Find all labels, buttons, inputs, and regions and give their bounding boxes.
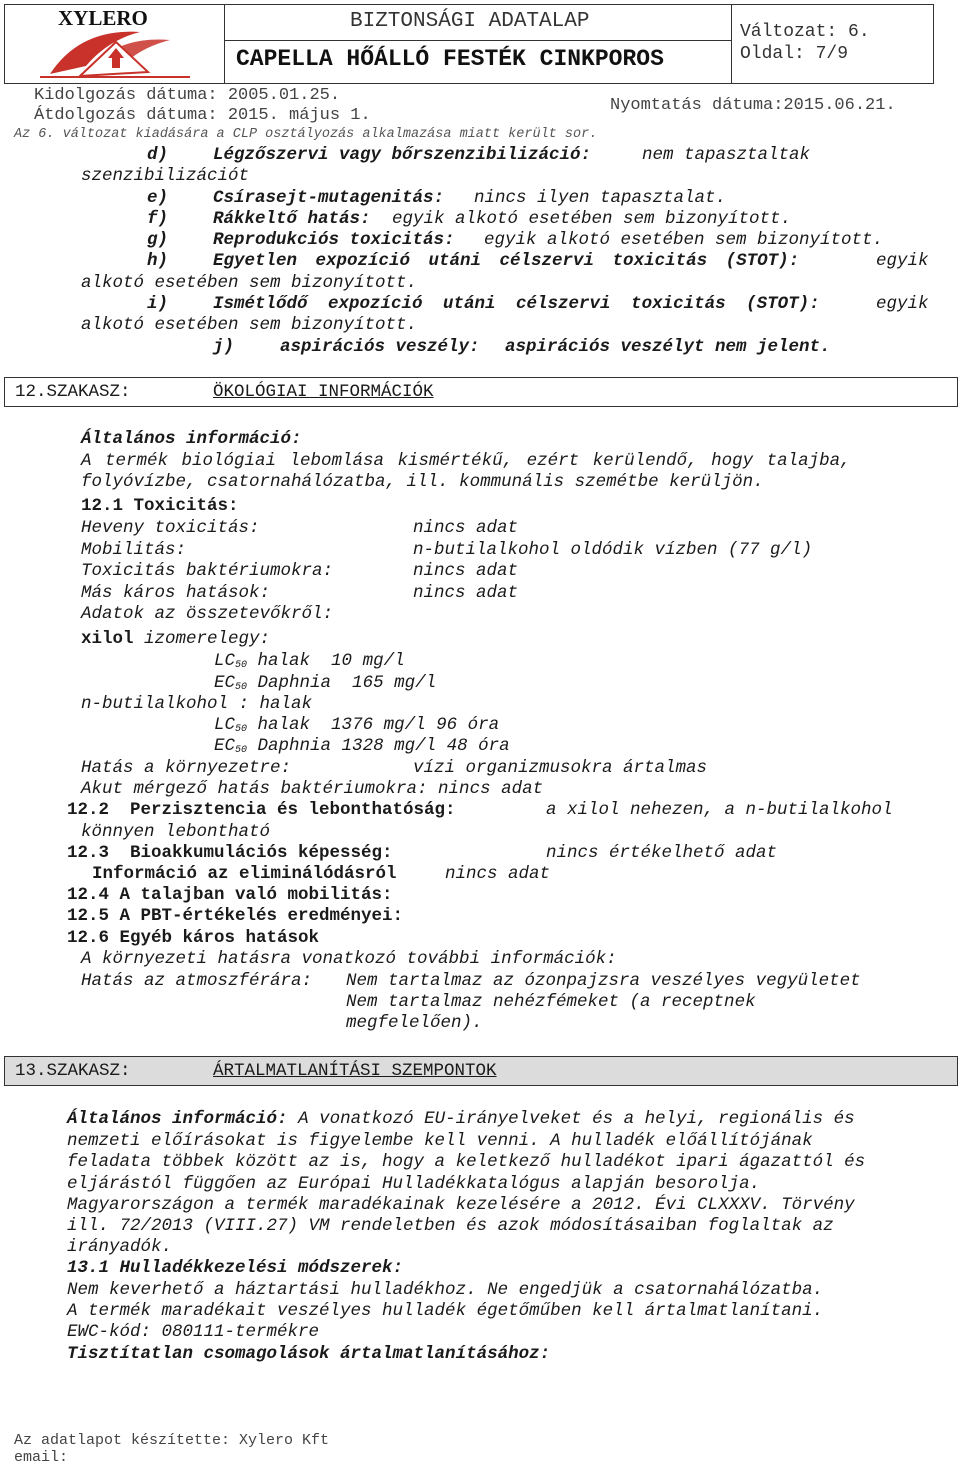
section-number: 12.SZAKASZ: xyxy=(15,382,131,402)
subsection-heading: 12.3 Bioakkumulációs képesség: xyxy=(67,843,393,863)
item-letter: d) xyxy=(147,145,169,165)
subsection-heading: 12.6 Egyéb káros hatások xyxy=(67,928,320,948)
creation-date: Kidolgozás dátuma: 2005.01.25. xyxy=(34,86,341,105)
revision-date: Átdolgozás dátuma: 2015. május 1. xyxy=(34,106,371,125)
subsection-heading: 13.1 Hulladékkezelési módszerek: xyxy=(67,1258,404,1278)
field-value: nincs adat xyxy=(413,518,519,538)
component-name xyxy=(81,629,270,650)
item-text: nem tapasztaltak xyxy=(642,145,811,165)
field-value: nincs adat xyxy=(413,583,519,603)
tox-text: halak 10 mg/l xyxy=(257,651,405,671)
section-12-header xyxy=(4,377,958,407)
section-title: ÁRTALMATLANÍTÁSI SZEMPONTOK xyxy=(213,1061,497,1081)
field-value: nincs értékelhető adat xyxy=(546,843,778,863)
logo-text: XYLERO xyxy=(58,6,148,30)
item-text: aspirációs veszélyt nem jelent. xyxy=(505,337,831,357)
item-continuation: alkotó esetében sem bizonyított. xyxy=(81,273,418,293)
field-label: Heveny toxicitás: xyxy=(81,518,260,538)
field-label: Adatok az összetevőkről: xyxy=(81,604,334,624)
field-value: a xilol nehezen, a n-butilalkohol xyxy=(546,800,893,820)
subsection-heading: 12.1 Toxicitás: xyxy=(81,496,239,516)
general-info-text: feladata többek között az is, hogy a keletkező hulladékot ipari ágazattól és xyxy=(67,1152,866,1172)
item-title: Rákkeltő hatás: xyxy=(213,209,371,229)
field-value: Nem tartalmaz nehézfémeket (a receptnek xyxy=(346,992,756,1012)
page-number: Oldal: 7/9 xyxy=(740,44,849,64)
general-info-text: eljárástól függően az Európai Hulladékkatalógus alapján besorolja. xyxy=(67,1174,761,1194)
field-value: megfelelően). xyxy=(346,1013,483,1033)
item-text: nincs ilyen tapasztalat. xyxy=(474,188,727,208)
tox-text: Daphnia 1328 mg/l 48 óra xyxy=(257,736,510,756)
item-title: Légzőszervi vagy bőrszenzibilizáció: xyxy=(213,145,592,165)
footer-author: Az adatlapot készítette: Xylero Kft xyxy=(14,1432,330,1449)
footer-email: email: xyxy=(14,1449,69,1466)
item-title: Csírasejt-mutagenitás: xyxy=(213,188,445,208)
field-label: Hatás a környezetre: xyxy=(81,758,292,778)
item-letter: h) xyxy=(147,251,169,271)
subsection-heading: 12.5 A PBT-értékelés eredményei: xyxy=(67,906,404,926)
document-title: BIZTONSÁGI ADATALAP xyxy=(350,10,590,33)
item-text: egyik alkotó esetében sem bizonyított. xyxy=(484,230,884,250)
general-info-line: A vonatkozó EU-irányelveket és a helyi, regionális és xyxy=(298,1109,855,1129)
field-label: Hatás az atmoszférára: xyxy=(81,971,313,991)
item-text: egyik xyxy=(876,294,929,314)
company-logo xyxy=(20,6,216,80)
version-note: Az 6. változat kiadására a CLP osztályozás alkalmazása miatt került sor. xyxy=(14,127,598,142)
print-date: Nyomtatás dátuma:2015.06.21. xyxy=(610,96,896,115)
general-info-text: nemzeti előírásokat is figyelembe kell venni. A hulladék előállítójának xyxy=(67,1131,813,1151)
header-divider xyxy=(224,4,225,83)
item-text: egyik xyxy=(876,251,929,271)
section-number: 13.SZAKASZ: xyxy=(15,1061,131,1081)
field-value: Nem tartalmaz az ózonpajzsra veszélyes vegyületet xyxy=(346,971,861,991)
item-letter: f) xyxy=(147,209,169,229)
field-label: Információ az eliminálódásról xyxy=(92,864,397,884)
general-info-text: A termék biológiai lebomlása kismértékű, ezért kerülendő, hogy talajba, xyxy=(81,451,851,471)
version-label: Változat: 6. xyxy=(740,22,870,42)
ewc-code: EWC-kód: 080111-termékre xyxy=(67,1322,320,1342)
subscript: 50 xyxy=(235,745,248,756)
field-label: Más káros hatások: xyxy=(81,583,271,603)
header-divider xyxy=(224,40,731,41)
item-title: Ismétlődő expozíció utáni célszervi toxicitás (STOT): xyxy=(213,294,820,314)
section-title: ÖKOLÓGIAI INFORMÁCIÓK xyxy=(213,382,434,402)
item-letter: i) xyxy=(147,294,169,314)
field-label: Mobilitás: xyxy=(81,540,187,560)
subscript: 50 xyxy=(235,660,248,671)
product-name: CAPELLA HŐÁLLÓ FESTÉK CINKPOROS xyxy=(236,46,664,72)
general-info-label: Általános információ: xyxy=(67,1109,288,1129)
item-continuation: alkotó esetében sem bizonyított. xyxy=(81,315,418,335)
field-value: vízi organizmusokra ártalmas xyxy=(413,758,708,778)
subsection-heading: 12.4 A talajban való mobilitás: xyxy=(67,885,393,905)
ec-label: EC xyxy=(214,736,236,756)
item-letter: j) xyxy=(213,337,235,357)
lc-label: LC xyxy=(214,651,236,671)
subsection-heading: Tisztítatlan csomagolások ártalmatlanításához: xyxy=(67,1344,551,1364)
item-continuation: szenzibilizációt xyxy=(81,166,250,186)
general-info-label: Általános információ: xyxy=(81,429,302,449)
item-title: aspirációs veszély: xyxy=(280,337,480,357)
section-13-header xyxy=(4,1056,958,1086)
subscript: 50 xyxy=(235,724,248,735)
item-title: Egyetlen expozíció utáni célszervi toxicitás (STOT): xyxy=(213,251,800,271)
field-value: nincs adat xyxy=(445,864,551,884)
general-info-text xyxy=(67,1109,855,1130)
item-text: egyik alkotó esetében sem bizonyított. xyxy=(392,209,792,229)
item-letter: e) xyxy=(147,188,169,208)
ec-label: EC xyxy=(214,673,236,693)
field-label: A környezeti hatásra vonatkozó további információk: xyxy=(81,949,617,969)
header-divider xyxy=(731,4,732,83)
tox-text: halak 1376 mg/l 96 óra xyxy=(257,715,500,735)
waste-text: A termék maradékait veszélyes hulladék égetőműben kell ártalmatlanítani. xyxy=(67,1301,824,1321)
component-name: n-butilalkohol : halak xyxy=(81,694,313,714)
field-label: Toxicitás baktériumokra: xyxy=(81,561,334,581)
lc-label: LC xyxy=(214,715,236,735)
general-info-text: irányadók. xyxy=(67,1237,173,1257)
general-info-text: ill. 72/2013 (VIII.27) VM rendeletben és azok módosításaiban foglaltak az xyxy=(67,1216,834,1236)
field-value: nincs adat xyxy=(413,561,519,581)
general-info-text: Magyarországon a termék maradékainak kezelésére a 2012. Évi CLXXXV. Törvény xyxy=(67,1195,855,1215)
field-value: könnyen lebontható xyxy=(81,822,271,842)
subsection-heading: 12.2 Perzisztencia és lebonthatóság: xyxy=(67,800,456,820)
waste-text: Nem keverhető a háztartási hulladékhoz. Ne engedjük a csatornahálózatba. xyxy=(67,1280,824,1300)
field-label: Akut mérgező hatás baktériumokra: nincs adat xyxy=(81,779,544,799)
general-info-text: folyóvízbe, csatornahálózatba, ill. kommunális szemétbe kerüljön. xyxy=(81,472,764,492)
subscript: 50 xyxy=(235,682,248,693)
logo-emblem-icon xyxy=(20,26,216,80)
component-rest: izomerelegy: xyxy=(144,629,271,649)
field-value: n-butilalkohol oldódik vízben (77 g/l) xyxy=(413,540,813,560)
item-letter: g) xyxy=(147,230,169,250)
item-title: Reprodukciós toxicitás: xyxy=(213,230,455,250)
component-bold: xilol xyxy=(81,629,134,649)
tox-text: Daphnia 165 mg/l xyxy=(257,673,437,693)
